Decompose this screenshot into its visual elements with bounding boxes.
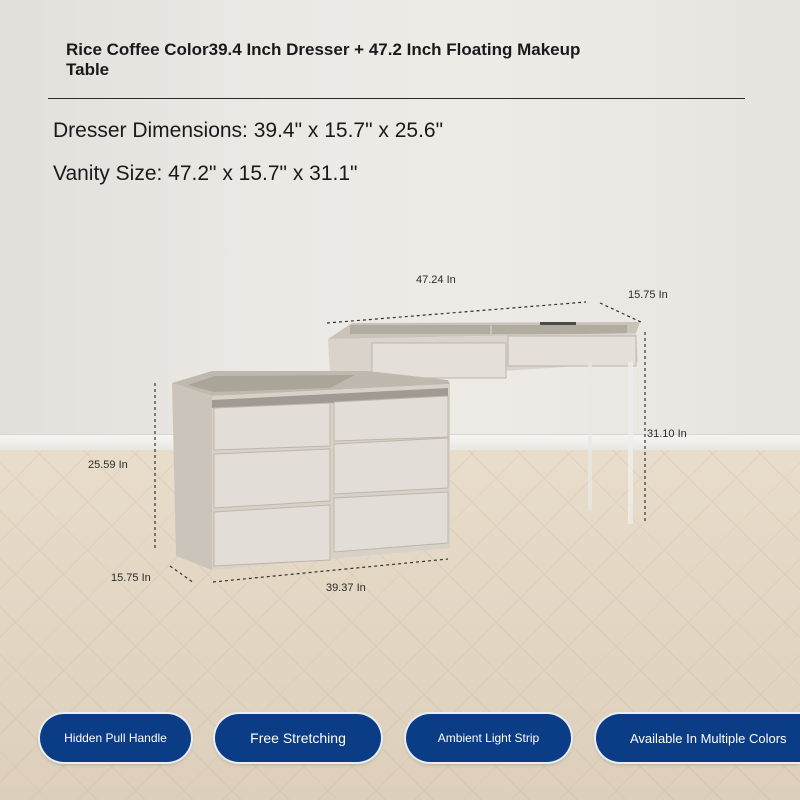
- vanity-size: Vanity Size: 47.2" x 15.7" x 31.1": [53, 162, 358, 185]
- feature-ambient-light-strip: Ambient Light Strip: [406, 714, 571, 762]
- title-divider: [48, 98, 745, 99]
- dresser-height-label: 25.59 In: [88, 459, 128, 471]
- dresser: [172, 371, 450, 570]
- feature-badges: [0, 714, 800, 764]
- feature-free-stretching: Free Stretching: [215, 714, 381, 762]
- vanity-width-label: 47.24 In: [416, 274, 456, 286]
- feature-hidden-pull-handle: Hidden Pull Handle: [40, 714, 191, 762]
- dresser-dimensions: Dresser Dimensions: 39.4" x 15.7" x 25.6": [53, 119, 444, 142]
- dresser-depth-label: 15.75 In: [111, 572, 151, 584]
- dresser-width-label: 39.37 In: [326, 582, 366, 594]
- product-title: Rice Coffee Color39.4 Inch Dresser + 47.2 Inch Floating Makeup Table: [66, 40, 581, 79]
- vanity-depth-label: 15.75 In: [628, 289, 668, 301]
- vanity-height-label: 31.10 In: [647, 428, 687, 440]
- feature-multiple-colors: Available In Multiple Colors: [596, 714, 800, 762]
